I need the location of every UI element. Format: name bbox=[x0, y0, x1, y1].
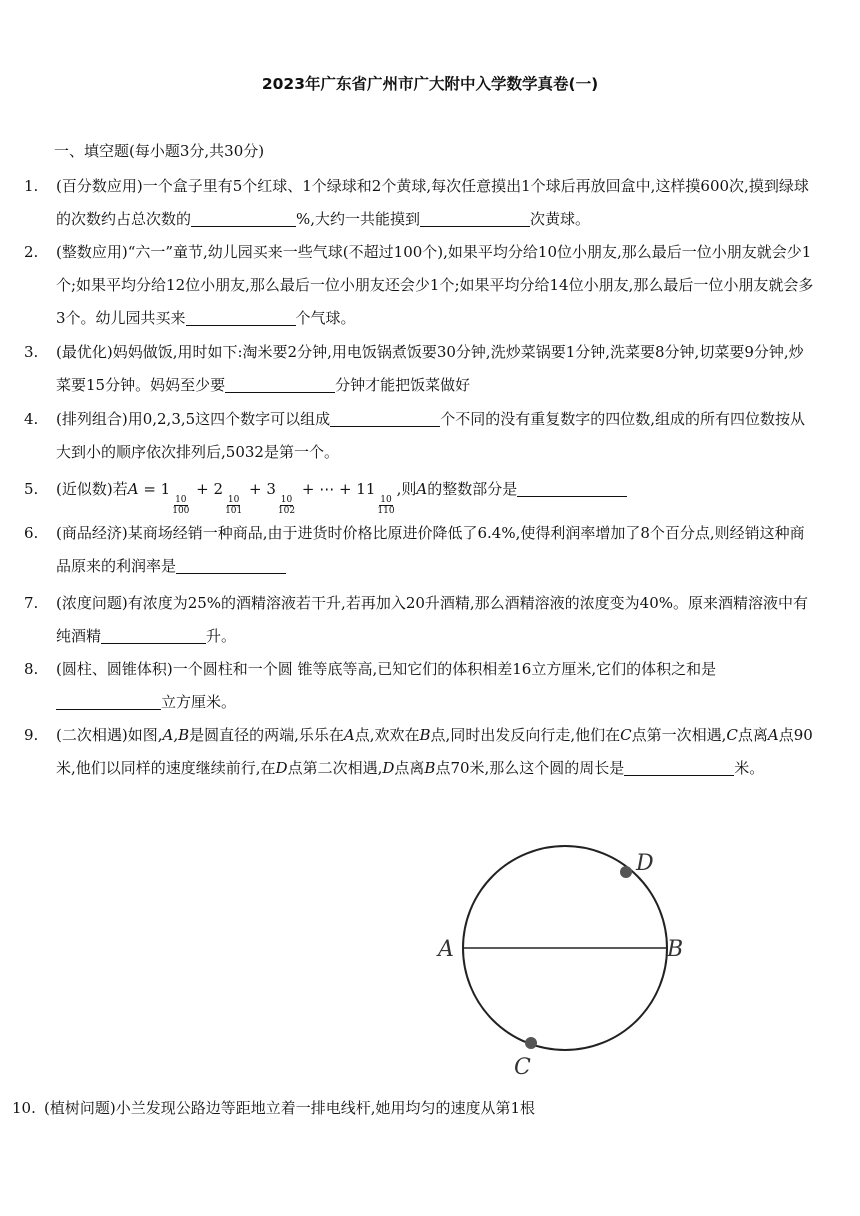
label-a: A bbox=[438, 937, 454, 962]
question-9: 9. (二次相遇)如图,A,B是圆直径的两端,乐乐在A点,欢欢在B点,同时出发反向行走,他们在C点第一次相遇,C点离A点90米,他们以同样的速度继续前行,在D点第二次相遇,D点离B点70米,那么这个圆的周长是 米。 bbox=[24, 726, 813, 777]
point-d bbox=[620, 866, 632, 878]
answer-blank[interactable] bbox=[330, 411, 440, 427]
exam-title: 2023年广东省广州市广大附中入学数学真卷(一) bbox=[261, 75, 599, 93]
fraction: $\frac{10}{102}$ bbox=[277, 495, 296, 516]
fraction: $\frac{10}{110}$ bbox=[377, 495, 395, 516]
question-5: 5. (近似数)若A = 1 $\frac{10}{100}$ + 2 $\frac{10}{101}$ + 3 $\frac{10}{102}$ + ⋯ + 11 $\frac{10}{110}$ ,则A的整数部分是 bbox=[24, 473, 814, 516]
label-d: D bbox=[636, 851, 654, 876]
section-heading: 一、填空题(每小题3分,共30分) bbox=[54, 142, 265, 160]
answer-blank[interactable] bbox=[56, 694, 161, 710]
answer-blank[interactable] bbox=[176, 558, 286, 574]
label-b: B bbox=[667, 937, 684, 962]
point-c bbox=[525, 1037, 537, 1049]
answer-blank[interactable] bbox=[101, 628, 206, 644]
fraction: $\frac{10}{101}$ bbox=[225, 495, 243, 516]
question-6: 6. (商品经济)某商场经销一种商品,由于进货时价格比原进价降低了6.4%,使得利润率增加了8个百分点,则经销这种商品原来的利润率是 bbox=[24, 524, 805, 575]
question-7: 7. (浓度问题)有浓度为25%的酒精溶液若干升,若再加入20升酒精,那么酒精溶液的浓度变为40%。原来酒精溶液中有纯酒精 升。 bbox=[24, 594, 809, 645]
answer-blank[interactable] bbox=[186, 310, 296, 326]
answer-blank[interactable] bbox=[517, 481, 627, 497]
question-10: 10. (植树问题)小兰发现公路边等距地立着一排电线杆,她用均匀的速度从第1根 bbox=[12, 1099, 536, 1117]
label-c: C bbox=[514, 1055, 531, 1080]
answer-blank[interactable] bbox=[225, 377, 335, 393]
question-2: 2. (整数应用)“六一”童节,幼儿园买来一些气球(不超过100个),如果平均分给10位小朋友,那么最后一位小朋友就会少1个;如果平均分给12位小朋友,那么最后一位小朋友还会少1个;如果平均分给14位小朋友,那么最后一位小朋友就会多3个。幼儿园共买来 个气球。 bbox=[24, 243, 814, 327]
fraction: $\frac{10}{100}$ bbox=[172, 495, 190, 516]
question-3: 3. (最优化)妈妈做饭,用时如下:淘米要2分钟,用电饭锅煮饭要30分钟,洗炒菜锅要1分钟,洗菜要8分钟,切菜要9分钟,炒菜要15分钟。妈妈至少要 分钟才能把饭菜做好 bbox=[24, 343, 804, 394]
answer-blank[interactable] bbox=[191, 211, 296, 227]
circle-figure bbox=[420, 828, 700, 1083]
question-8: 8. (圆柱、圆锥体积)一个圆柱和一个圆 锥等底等高,已知它们的体积相差16立方厘米,它们的体积之和是立方厘米。 bbox=[24, 660, 717, 711]
question-4: 4. (排列组合)用0,2,3,5这四个数字可以组成 个不同的没有重复数字的四位数,组成的所有四位数按从大到小的顺序依次排列后,5032是第一个。 bbox=[24, 410, 805, 461]
answer-blank[interactable] bbox=[420, 211, 530, 227]
answer-blank[interactable] bbox=[624, 760, 734, 776]
question-1: 1. (百分数应用)一个盒子里有5个红球、1个绿球和2个黄球,每次任意摸出1个球后再放回盒中,这样摸600次,摸到绿球的次数约占总次数的 %,大约一共能摸到 次黄球。 bbox=[24, 177, 809, 228]
